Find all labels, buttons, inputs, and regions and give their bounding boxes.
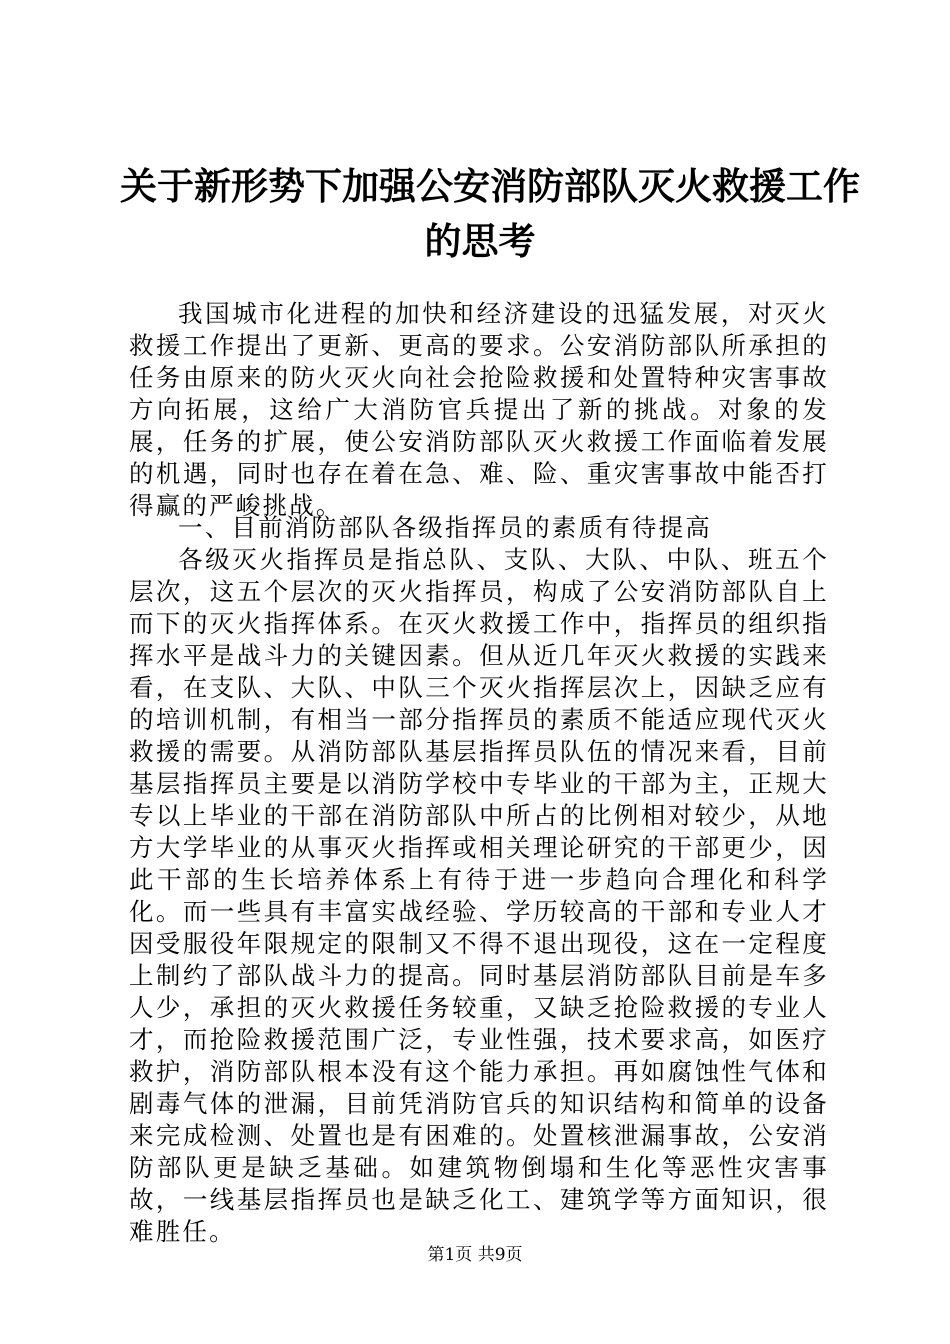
document-title-line-1: 关于新形势下加强公安消防部队灭火救援工作 [120, 164, 860, 208]
intro-paragraph: 我国城市化进程的加快和经济建设的迅猛发展，对灭火救援工作提出了更新、更高的要求。公安消防部队所承担的任务由原来的防火灭火向社会抢险救援和处置特种灾害事故方向拓展，这给广大消防官兵提出了新的挑战。对象的发展，任务的扩展，使公安消防部队灭火救援工作面临着发展的机遇，同时也存在着在急、难、险、重灾害事故中能否打得赢的严峻挑战。 [129, 299, 829, 520]
section-1-paragraph-block [129, 544, 829, 1248]
page-number-footer: 第1页 共9页 [427, 1245, 523, 1265]
section-1-heading: 一、目前消防部队各级指挥员的素质有待提高 [178, 513, 712, 542]
section-1-paragraph: 各级灭火指挥员是指总队、支队、大队、中队、班五个层次，这五个层次的灭火指挥员，构成了公安消防部队自上而下的灭火指挥体系。在灭火救援工作中，指挥员的组织指挥水平是战斗力的关键因素。但从近几年灭火救援的实践来看，在支队、大队、中队三个灭火指挥层次上，因缺乏应有的培训机制，有相当一部分指挥员的素质不能适应现代灭火救援的需要。从消防部队基层指挥员队伍的情况来看，目前基层指挥员主要是以消防学校中专毕业的干部为主，正规大专以上毕业的干部在消防部队中所占的比例相对较少，从地方大学毕业的从事灭火指挥或相关理论研究的干部更少，因此干部的生长培养体系上有待于进一步趋向合理化和科学化。而一些具有丰富实战经验、学历较高的干部和专业人才因受服役年限规定的限制又不得不退出现役，这在一定程度上制约了部队战斗力的提高。同时基层消防部队目前是车多人少，承担的灭火救援任务较重，又缺乏抢险救援的专业人才，而抢险救援范围广泛，专业性强，技术要求高，如医疗救护，消防部队根本没有这个能力承担。再如腐蚀性气体和剧毒气体的泄漏，目前凭消防官兵的知识结构和简单的设备来完成检测、处置也是有困难的。处置核泄漏事故，公安消防部队更是缺乏基础。如建筑物倒塌和生化等恶性灾害事故，一线基层指挥员也是缺乏化工、建筑学等方面知识，很难胜任。 [129, 545, 829, 1246]
document-title-line-2: 的思考 [424, 219, 536, 263]
section-heading-block [129, 512, 829, 544]
intro-paragraph-block [129, 298, 829, 522]
